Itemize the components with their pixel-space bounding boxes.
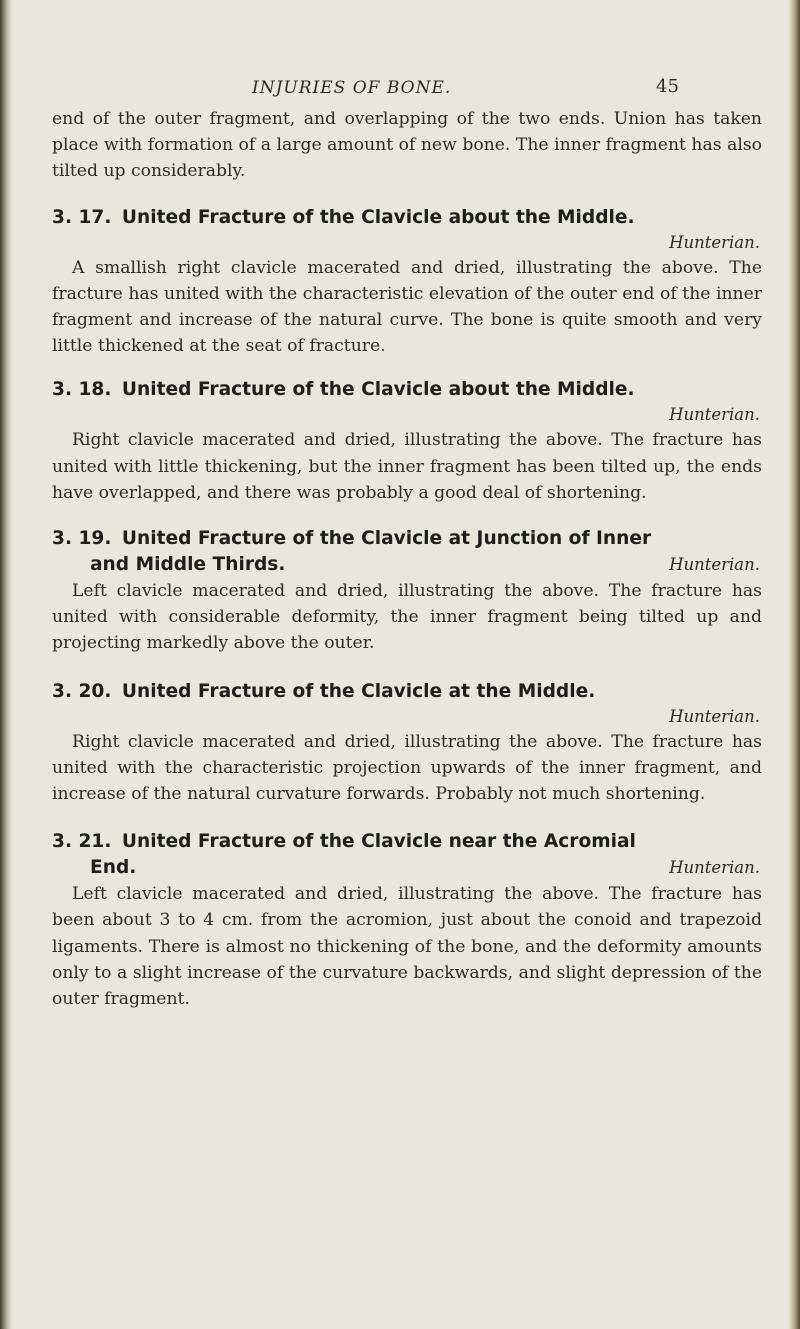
page-edge-right (788, 0, 800, 1329)
entry-number: 3. 20. (52, 680, 112, 702)
running-title: INJURIES OF BONE. (252, 78, 452, 98)
entry-number: 3. 19. (52, 528, 112, 550)
entry-description: Right clavicle macerated and dried, illustrating the above. The fracture has united with little thickening, but the inner fragment has been tilted up, the ends have overlapped, and there was probably a good deal of shortening. (52, 430, 762, 503)
entry-description: Right clavicle macerated and dried, illustrating the above. The fracture has united with the characteristic projection upwards of the inner fragment, and increase of the natural curvature forwards. Probably not much shortening. (52, 731, 762, 805)
entry-number: 3. 17. (52, 206, 112, 228)
catalogue-entry (52, 377, 762, 506)
entry-title-line2: and Middle Thirds. (90, 554, 286, 576)
entry-heading-continuation (52, 552, 762, 578)
entry-title: United Fracture of the Clavicle about the Middle. (121, 379, 635, 401)
entry-title: United Fracture of the Clavicle at Junction of Inner (121, 528, 652, 550)
entry-heading (52, 679, 762, 705)
entry-number: 3. 18. (52, 379, 112, 401)
intro-paragraph: end of the outer fragment, and overlapping of the two ends. Union has taken place with formation of a large amount of new bone. The inner fragment has also tilted up considerably. (52, 109, 762, 182)
entry-title-line2: End. (90, 857, 137, 879)
entry-title: United Fracture of the Clavicle at the Middle. (121, 680, 596, 702)
entry-source: Hunterian. (669, 858, 760, 878)
catalogue-entry (52, 679, 762, 808)
entry-heading (52, 526, 762, 552)
entry-number: 3. 21. (52, 831, 112, 853)
catalogue-entry (52, 205, 762, 360)
entry-heading (52, 829, 762, 855)
catalogue-entry (52, 526, 762, 657)
book-page (52, 72, 762, 1012)
page-edge-left (0, 0, 12, 1329)
entry-title: United Fracture of the Clavicle near the Acromial (121, 831, 636, 853)
entry-heading (52, 377, 762, 403)
entry-source: Hunterian. (669, 706, 760, 726)
entry-description: A smallish right clavicle macerated and dried, illustrating the above. The fracture has united with the characteristic elevation of the outer end of the inner fragment and increase of the natural curve. The bone is quite smooth and very little thickened at the seat of fracture. (52, 257, 762, 357)
entry-description: Left clavicle macerated and dried, illustrating the above. The fracture has united with considerable deformity, the inner fragment being tilted up and projecting markedly above the outer. (52, 581, 762, 654)
running-head (52, 72, 762, 102)
entry-description: Left clavicle macerated and dried, illustrating the above. The fracture has been about 3 to 4 cm. from the acromion, just about the conoid and trapezoid ligaments. There is almost no thickening of the bone, and the deformity amounts only to a slight increase of the curvature backwards, and slight depression of the outer fragment. (52, 884, 762, 1010)
page-number: 45 (656, 76, 679, 97)
entry-title: United Fracture of the Clavicle about the Middle. (121, 206, 635, 228)
entry-source: Hunterian. (669, 405, 760, 425)
entry-heading-continuation (52, 855, 762, 881)
entry-source: Hunterian. (669, 232, 760, 252)
entry-source: Hunterian. (669, 555, 760, 575)
entry-heading (52, 205, 762, 231)
catalogue-entry (52, 829, 762, 1012)
